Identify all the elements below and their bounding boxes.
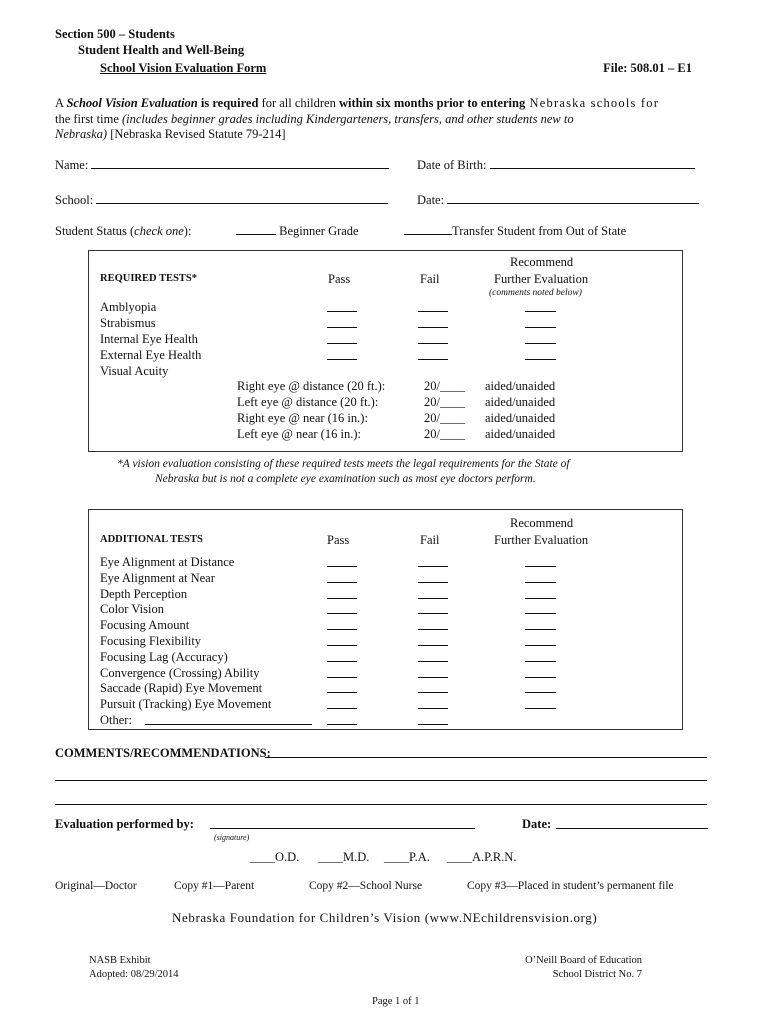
performed-by-colon: :	[189, 817, 194, 831]
signature-line[interactable]	[210, 828, 475, 829]
acuity-fraction[interactable]: 20/____	[424, 427, 465, 441]
section-heading: Section 500 – Students	[55, 27, 175, 41]
footer-exhibit: NASB Exhibit	[89, 955, 151, 966]
transfer-label: Transfer Student from Out of State	[452, 224, 627, 238]
comments-line-1[interactable]	[265, 757, 707, 758]
footer-district: School District No. 7	[552, 969, 642, 980]
credential-od[interactable]: ____O.D.	[250, 850, 300, 864]
pass-line[interactable]	[327, 692, 357, 693]
pass-line[interactable]	[327, 708, 357, 709]
fail-line[interactable]	[418, 677, 448, 678]
pass-line[interactable]	[327, 359, 357, 360]
date-field[interactable]	[417, 193, 699, 208]
transfer-option[interactable]	[404, 224, 626, 239]
additional-further-header: Further Evaluation	[494, 533, 589, 547]
recommend-line[interactable]	[525, 566, 556, 567]
required-recommend-header: Recommend	[510, 255, 574, 269]
required-further-header: Further Evaluation	[494, 272, 589, 286]
acuity-label: Left eye @ distance (20 ft.):	[237, 395, 379, 409]
pass-line[interactable]	[327, 645, 357, 646]
date-label: Date:	[417, 193, 445, 207]
pass-line[interactable]	[327, 343, 357, 344]
signature-caption: (signature)	[214, 833, 250, 842]
required-note: (comments noted below)	[489, 288, 582, 298]
school-input[interactable]	[96, 193, 388, 204]
intro-line-3	[55, 127, 286, 142]
fail-line[interactable]	[418, 566, 448, 567]
credential-pa[interactable]: ____P.A.	[384, 850, 430, 864]
subsection-heading: Student Health and Well-Being	[78, 43, 245, 57]
beginner-option[interactable]	[236, 224, 359, 239]
comments-line-2[interactable]	[55, 780, 707, 781]
comments-label: COMMENTS/RECOMMENDATIONS:	[55, 746, 271, 760]
pass-line[interactable]	[327, 629, 357, 630]
fail-line[interactable]	[418, 343, 448, 344]
performed-by-label	[55, 817, 194, 832]
fail-line[interactable]	[418, 629, 448, 630]
acuity-label: Right eye @ near (16 in.):	[237, 411, 368, 425]
intro-lead: A	[55, 96, 67, 110]
school-field[interactable]	[55, 193, 388, 208]
footer-board: O’Neill Board of Education	[525, 955, 642, 966]
additional-test-label: Focusing Lag (Accuracy)	[100, 650, 228, 664]
file-reference: File: 508.01 – E1	[603, 61, 692, 75]
pass-line[interactable]	[327, 327, 357, 328]
additional-test-label: Eye Alignment at Near	[100, 571, 215, 585]
required-test-label: Visual Acuity	[100, 364, 169, 378]
intro-window: within six months prior to entering	[338, 96, 526, 110]
recommend-line[interactable]	[525, 708, 556, 709]
beginner-label: Beginner Grade	[279, 224, 359, 238]
fail-line[interactable]	[418, 692, 448, 693]
status-close: ):	[183, 224, 192, 238]
foundation-line: Nebraska Foundation for Children’s Vision (www.NEchildrensvision.org)	[172, 910, 598, 925]
pass-line[interactable]	[327, 724, 357, 725]
school-label: School:	[55, 193, 94, 207]
additional-tests-heading: ADDITIONAL TESTS	[100, 534, 203, 545]
pass-line[interactable]	[327, 311, 357, 312]
recommend-line[interactable]	[525, 343, 556, 344]
copy-school-nurse: Copy #2—School Nurse	[309, 880, 423, 892]
acuity-fraction[interactable]: 20/____	[424, 411, 465, 425]
recommend-line[interactable]	[525, 613, 556, 614]
additional-test-label: Other:	[100, 713, 132, 727]
transfer-checkbox-line[interactable]	[404, 224, 452, 235]
footnote-line-2: Nebraska but is not a complete eye examination such as most eye doctors perform.	[155, 473, 536, 485]
pass-line[interactable]	[327, 598, 357, 599]
dob-field[interactable]	[417, 158, 695, 173]
pass-line[interactable]	[327, 613, 357, 614]
additional-test-label: Pursuit (Tracking) Eye Movement	[100, 697, 272, 711]
footnote-line-1: *A vision evaluation consisting of these required tests meets the legal requirements for the State of	[117, 458, 570, 470]
intro-term: School Vision Evaluation	[66, 96, 198, 110]
other-test-line[interactable]	[145, 724, 312, 725]
intro-line-1	[55, 96, 659, 111]
dob-label: Date of Birth:	[417, 158, 487, 172]
additional-recommend-header: Recommend	[510, 516, 574, 530]
fail-line[interactable]	[418, 708, 448, 709]
additional-test-label: Saccade (Rapid) Eye Movement	[100, 681, 263, 695]
required-test-label: Strabismus	[100, 316, 156, 330]
recommend-line[interactable]	[525, 598, 556, 599]
acuity-label: Left eye @ near (16 in.):	[237, 427, 361, 441]
recommend-line[interactable]	[525, 359, 556, 360]
status-label: Student Status (	[55, 224, 135, 238]
intro-clarify2: Nebraska)	[55, 127, 108, 141]
required-fail-header: Fail	[420, 272, 440, 286]
fail-line[interactable]	[418, 661, 448, 662]
acuity-aid-option[interactable]: aided/unaided	[485, 427, 556, 441]
copy-original: Original—Doctor	[55, 880, 137, 892]
recommend-line[interactable]	[525, 327, 556, 328]
acuity-aid-option[interactable]: aided/unaided	[485, 395, 556, 409]
acuity-aid-option[interactable]: aided/unaided	[485, 411, 556, 425]
acuity-aid-option[interactable]: aided/unaided	[485, 379, 556, 393]
required-test-label: Amblyopia	[100, 300, 157, 314]
intro-part2: Nebraska schools for	[525, 96, 660, 110]
required-test-label: Internal Eye Health	[100, 332, 198, 346]
recommend-line[interactable]	[525, 645, 556, 646]
acuity-label: Right eye @ distance (20 ft.):	[237, 379, 386, 393]
status-hint: check one	[134, 224, 184, 238]
pass-line[interactable]	[327, 582, 357, 583]
form-title: School Vision Evaluation Form	[100, 61, 267, 75]
name-field[interactable]	[55, 158, 389, 173]
pass-line[interactable]	[327, 661, 357, 662]
recommend-line[interactable]	[525, 629, 556, 630]
fail-line[interactable]	[418, 645, 448, 646]
recommend-line[interactable]	[525, 311, 556, 312]
recommend-line[interactable]	[525, 661, 556, 662]
credential-md[interactable]: ____M.D.	[318, 850, 370, 864]
pass-line[interactable]	[327, 677, 357, 678]
fail-line[interactable]	[418, 311, 448, 312]
pass-line[interactable]	[327, 566, 357, 567]
name-input[interactable]	[91, 158, 389, 169]
comments-line-3[interactable]	[55, 804, 707, 805]
additional-test-label: Color Vision	[100, 602, 164, 616]
intro-clarify: (includes beginner grades including Kindergarteners, transfers, and other students new to	[122, 112, 574, 126]
additional-test-label: Depth Perception	[100, 587, 188, 601]
fail-line[interactable]	[418, 359, 448, 360]
eval-date-label: Date:	[522, 817, 552, 831]
fail-line[interactable]	[418, 598, 448, 599]
additional-test-label: Focusing Amount	[100, 618, 190, 632]
student-status	[55, 224, 191, 239]
additional-test-label: Eye Alignment at Distance	[100, 555, 235, 569]
date-input[interactable]	[447, 193, 699, 204]
dob-input[interactable]	[490, 158, 695, 169]
fail-line[interactable]	[418, 582, 448, 583]
acuity-fraction[interactable]: 20/____	[424, 379, 465, 393]
copy-parent: Copy #1—Parent	[174, 880, 255, 892]
footer-adopted: Adopted: 08/29/2014	[89, 969, 179, 980]
page-number: Page 1 of 1	[372, 996, 420, 1007]
beginner-checkbox-line[interactable]	[236, 224, 276, 235]
recommend-line[interactable]	[525, 582, 556, 583]
intro-part3: the first time	[55, 112, 122, 126]
intro-part1: for all children	[258, 96, 339, 110]
copy-permanent-file: Copy #3—Placed in student’s permanent file	[467, 880, 674, 892]
required-tests-heading: REQUIRED TESTS*	[100, 273, 197, 284]
additional-test-label: Focusing Flexibility	[100, 634, 202, 648]
performed-by-text: Evaluation performed by	[55, 817, 190, 831]
fail-line[interactable]	[418, 724, 448, 725]
acuity-fraction[interactable]: 20/____	[424, 395, 465, 409]
additional-fail-header: Fail	[420, 533, 440, 547]
eval-date-line[interactable]	[556, 828, 708, 829]
credential-aprn[interactable]: ____A.P.R.N.	[447, 850, 517, 864]
fail-line[interactable]	[418, 613, 448, 614]
required-test-label: External Eye Health	[100, 348, 202, 362]
required-pass-header: Pass	[328, 272, 351, 286]
fail-line[interactable]	[418, 327, 448, 328]
intro-required: is required	[197, 96, 259, 110]
recommend-line[interactable]	[525, 677, 556, 678]
intro-statute: [Nebraska Revised Statute 79-214]	[107, 127, 286, 141]
recommend-line[interactable]	[525, 692, 556, 693]
name-label: Name:	[55, 158, 89, 172]
additional-pass-header: Pass	[327, 533, 350, 547]
additional-test-label: Convergence (Crossing) Ability	[100, 666, 260, 680]
intro-line-2	[55, 112, 574, 127]
